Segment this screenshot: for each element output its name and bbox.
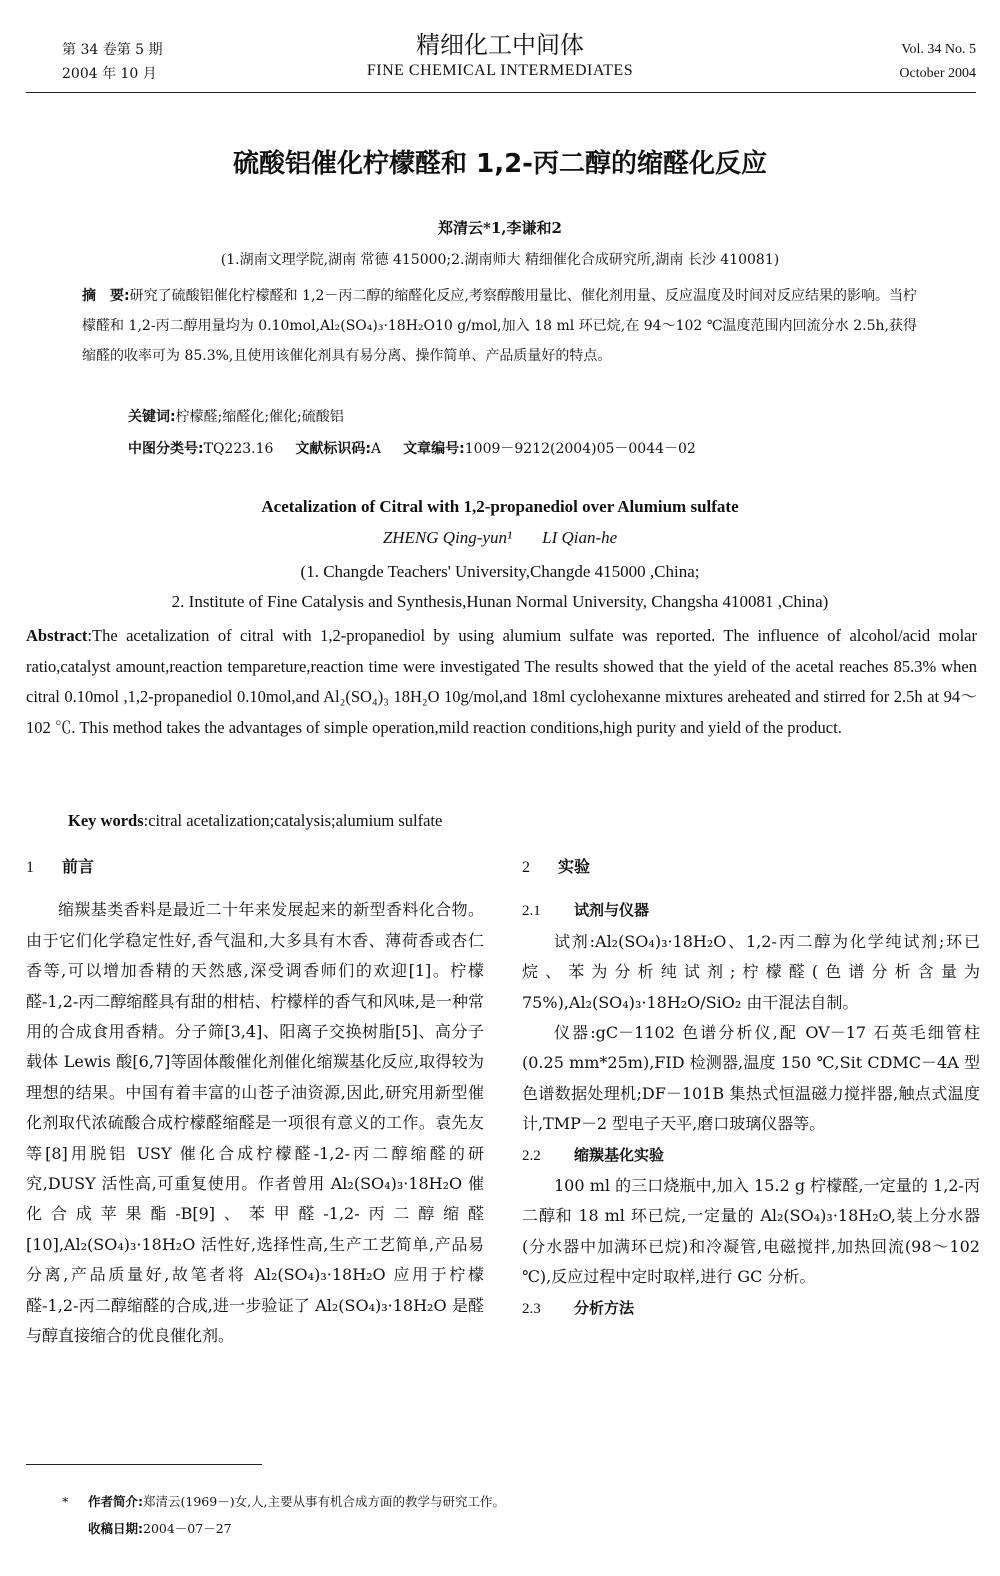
- journal-name: [0, 30, 1000, 82]
- subsection-2-1-reagents: 试剂:Al₂(SO₄)₃·18H₂O、1,2-丙二醇为化学纯试剂;环已烷、苯为分析纯试剂;柠檬醛(色谱分析含量为 75%),Al₂(SO₄)₃·18H₂O/SiO₂ 由干混法自制。: [522, 931, 980, 1012]
- affiliation-en-1: (1. Changde Teachers' University,Changde 415000 ,China;: [300, 562, 700, 581]
- keywords-cn: [128, 405, 344, 429]
- footnote-marker: *: [62, 1494, 69, 1509]
- abstract-en-label: Abstract: [26, 626, 88, 645]
- author-en-1: ZHENG Qing-yun¹: [382, 528, 513, 547]
- affiliation-en-2: 2. Institute of Fine Catalysis and Synthesis,Hunan Normal University, Changsha 410081 ,China): [171, 592, 829, 611]
- keywords-en: [68, 809, 442, 833]
- volume-issue-cn: 第 34 卷第 5 期: [62, 42, 163, 58]
- keywords-cn-label: 关键词:: [128, 409, 176, 425]
- abstract-cn-label: 摘 要:: [82, 288, 130, 304]
- subsection-2-3-heading: [522, 1293, 980, 1324]
- keywords-cn-text: 柠檬醛;缩醛化;催化;硫酸铝: [175, 409, 344, 425]
- date-en: October 2004: [899, 66, 976, 81]
- subsection-2-1-title: 试剂与仪器: [574, 901, 650, 920]
- header-rule: [26, 92, 976, 93]
- article-number-label: 文章编号:: [403, 441, 465, 457]
- section-2-number: 2: [522, 859, 530, 876]
- right-column: [522, 852, 980, 1324]
- journal-name-cn: 精细化工中间体: [416, 31, 584, 59]
- abstract-cn-text: 研究了硫酸铝催化柠檬醛和 1,2－丙二醇的缩醛化反应,考察醇酸用量比、催化剂用量、反应温度及时间对反应结果的影响。当柠檬醛和 1,2-丙二醇用量均为 0.10mol,Al₂(SO₄)₃·18H₂O10 g/mol,加入 18 ml 环已烷,在 94～102 ℃温度范围内回流分水 2.5h,获得缩醛的收率可为 85.3%,且使用该催化剂具有易分离、操作简单、产品质量好的特点。: [82, 288, 917, 364]
- keywords-en-text: :citral acetalization;catalysis;alumium sulfate: [143, 811, 443, 830]
- abstract-en-text: :The acetalization of citral with 1,2-propanediol by using alumium sulfate was reported. The influence of alcohol/acid molar ratio,catalyst amount,reaction tempareture,reaction time were investigated The results showed that the yield of the acetal reaches 85.3% when citral 0.10mol ,1,2-propanediol 0.10mol,and Al₂(SO₄)₃ 18H₂O 10g/mol,and 18ml cyclohexanne mixtures areheated and stirred for 2.5h at 94～102 ℃. This method takes the advantages of simple operation,mild reaction conditions,high purity and yield of the product.: [26, 626, 977, 737]
- subsection-2-1-heading: [522, 895, 980, 926]
- authors-en: [0, 528, 1000, 548]
- section-2-title: 实验: [558, 857, 591, 876]
- journal-issue-info-en: [899, 38, 976, 86]
- section-1-title: 前言: [62, 857, 95, 876]
- abstract-cn: [82, 281, 917, 371]
- subsection-2-3-title: 分析方法: [574, 1298, 635, 1317]
- subsection-2-1-number: 2.1: [522, 903, 541, 920]
- subsection-2-2-paragraph: 100 ml 的三口烧瓶中,加入 15.2 g 柠檬醛,一定量的 1,2-丙二醇和 18 ml 环已烷,一定量的 Al₂(SO₄)₃·18H₂O,装上分水器(分水器中加满环已烷)和冷凝管,电磁搅拌,加热回流(98～102 ℃),反应过程中定时取样,进行 GC 分析。: [522, 1176, 980, 1287]
- received-date-label: 收稿日期:: [88, 1521, 143, 1536]
- section-1-number: 1: [26, 859, 34, 876]
- subsection-2-2-title: 缩羰基化实验: [574, 1145, 665, 1164]
- author-en-2: LI Qian-he: [542, 528, 618, 547]
- author-bio-text: 郑清云(1969－)女,人,主要从事有机合成方面的教学与研究工作。: [143, 1494, 506, 1509]
- subsection-2-2-heading: [522, 1140, 980, 1171]
- paper-title-en: Acetalization of Citral with 1,2-propanediol over Alumium sulfate: [261, 497, 739, 516]
- footnote-author-bio: [26, 1492, 976, 1512]
- author-bio-label: 作者简介:: [88, 1494, 143, 1509]
- footnote-rule: [26, 1464, 262, 1465]
- section-1-heading: [26, 852, 484, 883]
- journal-name-en: FINE CHEMICAL INTERMEDIATES: [366, 62, 634, 79]
- volume-issue-en: Vol. 34 No. 5: [901, 42, 976, 57]
- subsection-2-3-number: 2.3: [522, 1300, 541, 1317]
- affiliation-cn: (1.湖南文理学院,湖南 常德 415000;2.湖南师大 精细催化合成研究所,湖南 长沙 410081): [220, 252, 780, 268]
- date-cn: 2004 年 10 月: [62, 66, 157, 82]
- section-2-heading: [522, 852, 980, 883]
- paper-title-cn: 硫酸铝催化柠檬醛和 1,2-丙二醇的缩醛化反应: [233, 149, 767, 179]
- authors-cn: 郑清云*1,李谦和2: [438, 219, 562, 237]
- abstract-en: [26, 621, 977, 743]
- subsection-2-2-number: 2.2: [522, 1147, 541, 1164]
- keywords-en-label: Key words: [68, 811, 144, 830]
- doc-code-value: A: [371, 441, 382, 457]
- footnote-received-date: [26, 1519, 976, 1539]
- clc-label: 中图分类号:: [128, 441, 204, 457]
- classification-line: [128, 437, 696, 461]
- clc-value: TQ223.16: [203, 441, 274, 457]
- section-1-paragraph: 缩羰基类香料是最近二十年来发展起来的新型香料化合物。由于它们化学稳定性好,香气温和,大多具有木香、薄荷香或杏仁香等,可以增加香精的天然感,深受调香师们的欢迎[1]。柠檬醛-1,2-丙二醇缩醛具有甜的柑桔、柠檬样的香气和风味,是一种常用的合成食用香精。分子筛[3,4]、阳离子交换树脂[5]、高分子载体 Lewis 酸[6,7]等固体酸催化剂催化缩羰基化反应,取得较为理想的结果。中国有着丰富的山苍子油资源,因此,研究用新型催化剂取代浓硫酸合成柠檬醛缩醛是一项很有意义的工作。袁先友等[8]用脱铝 USY 催化合成柠檬醛-1,2-丙二醇缩醛的研究,DUSY 活性高,可重复使用。作者曾用 Al₂(SO₄)₃·18H₂O 催化合成苹果酯-B[9]、苯甲醛-1,2-丙二醇缩醛[10],Al₂(SO₄)₃·18H₂O 活性好,选择性高,生产工艺简单,产品易分离,产品质量好,故笔者将 Al₂(SO₄)₃·18H₂O 应用于柠檬醛-1,2-丙二醇缩醛的合成,进一步验证了 Al₂(SO₄)₃·18H₂O 是醛与醇直接缩合的优良催化剂。: [26, 900, 484, 1346]
- doc-code-label: 文献标识码:: [295, 441, 372, 457]
- left-column: [26, 852, 484, 1352]
- article-number-value: 1009－9212(2004)05－0044－02: [464, 441, 696, 457]
- received-date-text: 2004－07－27: [143, 1521, 232, 1536]
- subsection-2-1-instruments: 仪器:gC－1102 色谱分析仪,配 OV－17 石英毛细管柱(0.25 mm*25m),FID 检测器,温度 150 ℃,Sit CDMC－4A 型色谱数据处理机;DF－101B 集热式恒温磁力搅拌器,触点式温度计,TMP－2 型电子天平,磨口玻璃仪器等。: [522, 1023, 980, 1134]
